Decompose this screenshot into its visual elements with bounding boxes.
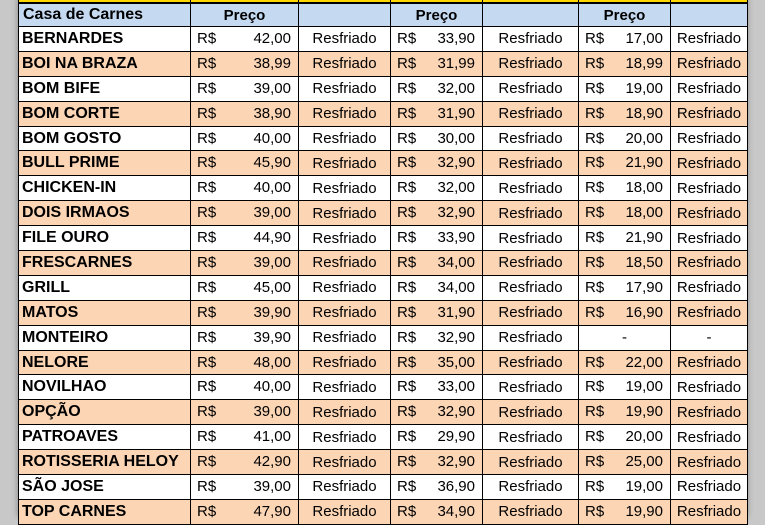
price-cell-3[interactable]: [579, 51, 671, 76]
store-name-cell[interactable]: SÃO JOSE: [19, 475, 191, 500]
currency-label: R$: [397, 179, 417, 197]
currency-label: R$: [197, 478, 217, 496]
currency-label: R$: [585, 54, 605, 72]
status-cell-1[interactable]: Resfriado: [299, 425, 391, 450]
price-cell-3[interactable]: [579, 425, 671, 450]
status-cell-2[interactable]: Resfriado: [483, 499, 579, 524]
price-cell-3[interactable]: [579, 151, 671, 176]
status-cell-3[interactable]: Resfriado: [671, 425, 748, 450]
price-cell-1[interactable]: [191, 375, 299, 400]
header-store-name[interactable]: Casa de Carnes: [19, 3, 191, 27]
price-cell-1[interactable]: [191, 126, 299, 151]
price-value: 32,90: [437, 154, 475, 172]
currency-label: R$: [397, 129, 417, 147]
currency-label: R$: [397, 278, 417, 296]
table-row: [19, 27, 748, 52]
store-name-cell[interactable]: PATROAVES: [19, 425, 191, 450]
currency-label: R$: [585, 129, 605, 147]
price-value: 19,00: [625, 378, 663, 396]
table-row: [19, 201, 748, 226]
status-cell-2[interactable]: Resfriado: [483, 325, 579, 350]
table-row: [19, 450, 748, 475]
price-cell-3[interactable]: [579, 126, 671, 151]
price-value: 32,90: [437, 204, 475, 222]
currency-label: R$: [585, 428, 605, 446]
price-value: 20,00: [625, 129, 663, 147]
store-name-cell[interactable]: BOM GOSTO: [19, 126, 191, 151]
price-value: 32,90: [437, 403, 475, 421]
currency-label: R$: [397, 478, 417, 496]
price-value: 35,00: [437, 353, 475, 371]
price-value: 31,90: [437, 104, 475, 122]
price-value: 18,00: [625, 179, 663, 197]
currency-label: R$: [585, 104, 605, 122]
table-row: [19, 350, 748, 375]
price-cell-3[interactable]: [579, 375, 671, 400]
price-cell-1[interactable]: [191, 176, 299, 201]
currency-label: R$: [197, 79, 217, 97]
price-value: 33,90: [437, 30, 475, 47]
status-cell-1[interactable]: Resfriado: [299, 325, 391, 350]
store-name-cell[interactable]: FRESCARNES: [19, 251, 191, 276]
price-cell-1[interactable]: [191, 51, 299, 76]
price-value: 19,00: [625, 478, 663, 496]
status-cell-3[interactable]: Resfriado: [671, 499, 748, 524]
currency-label: R$: [397, 502, 417, 520]
price-cell-1[interactable]: [191, 27, 299, 52]
price-cell-2[interactable]: [391, 475, 483, 500]
currency-label: R$: [397, 428, 417, 446]
price-cell-2[interactable]: [391, 325, 483, 350]
currency-label: R$: [585, 254, 605, 272]
price-value: 34,90: [437, 502, 475, 520]
price-value: 34,00: [437, 278, 475, 296]
store-name-cell[interactable]: BULL PRIME: [19, 151, 191, 176]
status-cell-3[interactable]: Resfriado: [671, 350, 748, 375]
price-value: 31,90: [437, 303, 475, 321]
status-cell-3[interactable]: Resfriado: [671, 76, 748, 101]
table-row: [19, 176, 748, 201]
header-empty-3[interactable]: [671, 3, 748, 27]
status-cell-3[interactable]: Resfriado: [671, 27, 748, 52]
status-cell-3[interactable]: Resfriado: [671, 176, 748, 201]
price-value: 32,00: [437, 79, 475, 97]
currency-label: R$: [197, 54, 217, 72]
currency-label: R$: [397, 328, 417, 346]
currency-label: R$: [585, 179, 605, 197]
price-cell-2[interactable]: [391, 499, 483, 524]
status-cell-2[interactable]: Resfriado: [483, 51, 579, 76]
price-value: 18,00: [625, 204, 663, 222]
price-value: 39,90: [253, 328, 291, 346]
price-value: 18,90: [625, 104, 663, 122]
price-cell-3[interactable]: [579, 499, 671, 524]
status-cell-1[interactable]: Resfriado: [299, 300, 391, 325]
price-value: 18,99: [625, 54, 663, 72]
price-cell-2[interactable]: [391, 126, 483, 151]
currency-label: R$: [397, 30, 417, 47]
price-cell-2[interactable]: [391, 201, 483, 226]
status-cell-2[interactable]: Resfriado: [483, 126, 579, 151]
price-value: 39,00: [253, 478, 291, 496]
price-cell-2[interactable]: [391, 101, 483, 126]
price-cell-2[interactable]: [391, 27, 483, 52]
price-value: 29,90: [437, 428, 475, 446]
table-row: [19, 126, 748, 151]
status-cell-2[interactable]: Resfriado: [483, 76, 579, 101]
status-cell-3[interactable]: Resfriado: [671, 226, 748, 251]
price-cell-3[interactable]: [579, 275, 671, 300]
price-cell-1[interactable]: [191, 300, 299, 325]
status-cell-1[interactable]: Resfriado: [299, 126, 391, 151]
status-cell-2[interactable]: Resfriado: [483, 176, 579, 201]
price-cell-3[interactable]: [579, 450, 671, 475]
price-value: 48,00: [253, 353, 291, 371]
status-cell-2[interactable]: Resfriado: [483, 27, 579, 52]
currency-label: R$: [585, 204, 605, 222]
store-name-cell[interactable]: ROTISSERIA HELOY: [19, 450, 191, 475]
price-value: 39,00: [253, 403, 291, 421]
table-row: [19, 251, 748, 276]
currency-label: R$: [197, 453, 217, 471]
price-value: 22,00: [625, 353, 663, 371]
status-cell-3[interactable]: Resfriado: [671, 400, 748, 425]
price-value: 20,00: [625, 428, 663, 446]
price-cell-3[interactable]: [579, 226, 671, 251]
status-cell-1[interactable]: Resfriado: [299, 27, 391, 52]
currency-label: R$: [585, 278, 605, 296]
price-cell-1[interactable]: [191, 201, 299, 226]
price-cell-3[interactable]: [579, 176, 671, 201]
price-value: 19,00: [625, 79, 663, 97]
status-cell-3[interactable]: Resfriado: [671, 275, 748, 300]
price-value: 45,00: [253, 278, 291, 296]
price-value: 19,90: [625, 502, 663, 520]
price-value: 44,90: [253, 229, 291, 247]
currency-label: R$: [585, 478, 605, 496]
currency-label: R$: [197, 229, 217, 247]
status-cell-2[interactable]: Resfriado: [483, 400, 579, 425]
price-value: 38,99: [253, 54, 291, 72]
price-table: [18, 0, 748, 525]
store-name-cell[interactable]: TOP CARNES: [19, 499, 191, 524]
price-cell-2[interactable]: [391, 176, 483, 201]
status-cell-3[interactable]: Resfriado: [671, 51, 748, 76]
price-value: 40,00: [253, 179, 291, 197]
price-cell-3[interactable]: [579, 350, 671, 375]
status-cell-1[interactable]: Resfriado: [299, 101, 391, 126]
currency-label: R$: [397, 204, 417, 222]
currency-label: R$: [585, 403, 605, 421]
table-row: [19, 499, 748, 524]
currency-label: R$: [397, 403, 417, 421]
price-value: 42,90: [253, 453, 291, 471]
header-price-3[interactable]: Preço: [579, 3, 671, 27]
table-row: [19, 300, 748, 325]
currency-label: R$: [397, 353, 417, 371]
currency-label: R$: [397, 254, 417, 272]
price-value: 33,00: [437, 378, 475, 396]
currency-label: R$: [197, 154, 217, 172]
status-cell-3[interactable]: Resfriado: [671, 201, 748, 226]
status-cell-2[interactable]: Resfriado: [483, 251, 579, 276]
store-name-cell[interactable]: DOIS IRMAOS: [19, 201, 191, 226]
currency-label: R$: [397, 154, 417, 172]
currency-label: R$: [397, 229, 417, 247]
currency-label: R$: [197, 303, 217, 321]
price-value: 18,50: [625, 254, 663, 272]
status-cell-1[interactable]: Resfriado: [299, 475, 391, 500]
currency-label: R$: [397, 104, 417, 122]
status-cell-2[interactable]: Resfriado: [483, 101, 579, 126]
price-cell-2[interactable]: [391, 400, 483, 425]
price-cell-1[interactable]: [191, 450, 299, 475]
price-cell-3[interactable]: [579, 27, 671, 52]
currency-label: R$: [197, 204, 217, 222]
store-name-cell[interactable]: CHICKEN-IN: [19, 176, 191, 201]
price-value: 40,00: [253, 129, 291, 147]
header-empty-1[interactable]: [299, 3, 391, 27]
price-value: 21,90: [625, 229, 663, 247]
price-cell-3[interactable]: [579, 101, 671, 126]
status-cell-2[interactable]: Resfriado: [483, 375, 579, 400]
currency-label: R$: [585, 353, 605, 371]
status-cell-3[interactable]: Resfriado: [671, 126, 748, 151]
currency-label: R$: [197, 30, 217, 47]
table-row: [19, 325, 748, 350]
table-row: [19, 375, 748, 400]
price-value: 38,90: [253, 104, 291, 122]
currency-label: R$: [585, 229, 605, 247]
price-cell-2[interactable]: [391, 151, 483, 176]
table-row: [19, 76, 748, 101]
price-cell-3[interactable]: [579, 201, 671, 226]
currency-label: R$: [585, 453, 605, 471]
price-cell-1[interactable]: [191, 400, 299, 425]
currency-label: R$: [397, 378, 417, 396]
status-cell-2[interactable]: Resfriado: [483, 450, 579, 475]
price-cell-1[interactable]: [191, 350, 299, 375]
price-cell-2[interactable]: [391, 251, 483, 276]
table-row: [19, 151, 748, 176]
price-value: 30,00: [437, 129, 475, 147]
status-cell-3[interactable]: Resfriado: [671, 151, 748, 176]
status-cell-3[interactable]: Resfriado: [671, 375, 748, 400]
price-cell-2[interactable]: [391, 425, 483, 450]
price-value: 19,90: [625, 403, 663, 421]
status-cell-1[interactable]: Resfriado: [299, 499, 391, 524]
store-name-cell[interactable]: NOVILHAO: [19, 375, 191, 400]
status-cell-2[interactable]: Resfriado: [483, 425, 579, 450]
currency-label: R$: [197, 129, 217, 147]
status-cell-2[interactable]: Resfriado: [483, 300, 579, 325]
price-value: 39,00: [253, 254, 291, 272]
price-cell-2[interactable]: [391, 51, 483, 76]
status-cell-1[interactable]: Resfriado: [299, 176, 391, 201]
price-value: 32,00: [437, 179, 475, 197]
currency-label: R$: [197, 104, 217, 122]
spreadsheet-sheet: [18, 0, 747, 521]
currency-label: R$: [585, 79, 605, 97]
status-cell-3[interactable]: Resfriado: [671, 475, 748, 500]
price-value: 25,00: [625, 453, 663, 471]
price-cell-1[interactable]: [191, 251, 299, 276]
table-row: [19, 400, 748, 425]
store-name-cell[interactable]: BOM BIFE: [19, 76, 191, 101]
price-cell-2[interactable]: [391, 226, 483, 251]
currency-label: R$: [585, 154, 605, 172]
price-cell-2[interactable]: [391, 350, 483, 375]
price-cell-1[interactable]: [191, 76, 299, 101]
price-cell-3[interactable]: -: [579, 325, 671, 350]
price-cell-3[interactable]: [579, 400, 671, 425]
status-cell-2[interactable]: Resfriado: [483, 350, 579, 375]
store-name-cell[interactable]: MONTEIRO: [19, 325, 191, 350]
price-cell-1[interactable]: [191, 325, 299, 350]
status-cell-2[interactable]: Resfriado: [483, 201, 579, 226]
price-cell-2[interactable]: [391, 76, 483, 101]
status-cell-1[interactable]: Resfriado: [299, 275, 391, 300]
price-cell-3[interactable]: [579, 475, 671, 500]
price-value: 39,00: [253, 204, 291, 222]
status-cell-3[interactable]: Resfriado: [671, 251, 748, 276]
store-name-cell[interactable]: BERNARDES: [19, 27, 191, 52]
price-value: 32,90: [437, 453, 475, 471]
price-value: 39,90: [253, 303, 291, 321]
currency-label: R$: [585, 303, 605, 321]
currency-label: R$: [197, 428, 217, 446]
price-cell-2[interactable]: [391, 300, 483, 325]
status-cell-1[interactable]: Resfriado: [299, 151, 391, 176]
currency-label: R$: [197, 328, 217, 346]
currency-label: R$: [197, 278, 217, 296]
price-cell-1[interactable]: [191, 151, 299, 176]
store-name-cell[interactable]: NELORE: [19, 350, 191, 375]
header-empty-2[interactable]: [483, 3, 579, 27]
table-row: [19, 101, 748, 126]
currency-label: R$: [197, 378, 217, 396]
status-cell-1[interactable]: Resfriado: [299, 76, 391, 101]
price-value: 45,90: [253, 154, 291, 172]
store-name-cell[interactable]: MATOS: [19, 300, 191, 325]
price-cell-2[interactable]: [391, 275, 483, 300]
currency-label: R$: [585, 502, 605, 520]
header-price-1[interactable]: Preço: [191, 3, 299, 27]
currency-label: R$: [397, 54, 417, 72]
currency-label: R$: [197, 403, 217, 421]
store-name-cell[interactable]: BOI NA BRAZA: [19, 51, 191, 76]
status-cell-1[interactable]: Resfriado: [299, 375, 391, 400]
price-value: 47,90: [253, 502, 291, 520]
price-cell-1[interactable]: [191, 475, 299, 500]
currency-label: R$: [397, 303, 417, 321]
status-cell-2[interactable]: Resfriado: [483, 275, 579, 300]
status-cell-1[interactable]: Resfriado: [299, 350, 391, 375]
price-cell-3[interactable]: [579, 300, 671, 325]
status-cell-2[interactable]: Resfriado: [483, 226, 579, 251]
price-value: 17,00: [625, 30, 663, 47]
price-value: 16,90: [625, 303, 663, 321]
currency-label: R$: [397, 79, 417, 97]
price-value: 36,90: [437, 478, 475, 496]
currency-label: R$: [197, 254, 217, 272]
header-row: [19, 3, 748, 27]
status-cell-3[interactable]: -: [671, 325, 748, 350]
table-row: [19, 275, 748, 300]
currency-label: R$: [585, 378, 605, 396]
status-cell-2[interactable]: Resfriado: [483, 475, 579, 500]
status-cell-3[interactable]: Resfriado: [671, 300, 748, 325]
status-cell-3[interactable]: Resfriado: [671, 101, 748, 126]
status-cell-1[interactable]: Resfriado: [299, 251, 391, 276]
status-cell-1[interactable]: Resfriado: [299, 450, 391, 475]
currency-label: R$: [197, 179, 217, 197]
status-cell-1[interactable]: Resfriado: [299, 400, 391, 425]
store-name-cell[interactable]: FILE OURO: [19, 226, 191, 251]
price-cell-1[interactable]: [191, 425, 299, 450]
status-cell-1[interactable]: Resfriado: [299, 51, 391, 76]
price-value: 42,00: [253, 30, 291, 47]
price-value: 32,90: [437, 328, 475, 346]
price-cell-1[interactable]: [191, 101, 299, 126]
store-name-cell[interactable]: GRILL: [19, 275, 191, 300]
currency-label: R$: [197, 353, 217, 371]
table-row: [19, 226, 748, 251]
price-value: 41,00: [253, 428, 291, 446]
status-cell-1[interactable]: Resfriado: [299, 226, 391, 251]
header-price-2[interactable]: Preço: [391, 3, 483, 27]
price-value: 21,90: [625, 154, 663, 172]
price-value: 34,00: [437, 254, 475, 272]
price-cell-2[interactable]: [391, 450, 483, 475]
price-value: 39,00: [253, 79, 291, 97]
price-value: 40,00: [253, 378, 291, 396]
table-row: [19, 51, 748, 76]
table-row: [19, 425, 748, 450]
currency-label: R$: [397, 453, 417, 471]
price-value: 17,90: [625, 278, 663, 296]
table-row: [19, 475, 748, 500]
price-cell-1[interactable]: [191, 226, 299, 251]
currency-label: R$: [585, 30, 605, 47]
price-cell-1[interactable]: [191, 275, 299, 300]
price-cell-3[interactable]: [579, 251, 671, 276]
price-value: 31,99: [437, 54, 475, 72]
status-cell-3[interactable]: Resfriado: [671, 450, 748, 475]
price-cell-2[interactable]: [391, 375, 483, 400]
status-cell-2[interactable]: Resfriado: [483, 151, 579, 176]
store-name-cell[interactable]: BOM CORTE: [19, 101, 191, 126]
status-cell-1[interactable]: Resfriado: [299, 201, 391, 226]
price-value: 33,90: [437, 229, 475, 247]
price-cell-3[interactable]: [579, 76, 671, 101]
currency-label: R$: [197, 502, 217, 520]
store-name-cell[interactable]: OPÇÃO: [19, 400, 191, 425]
price-cell-1[interactable]: [191, 499, 299, 524]
